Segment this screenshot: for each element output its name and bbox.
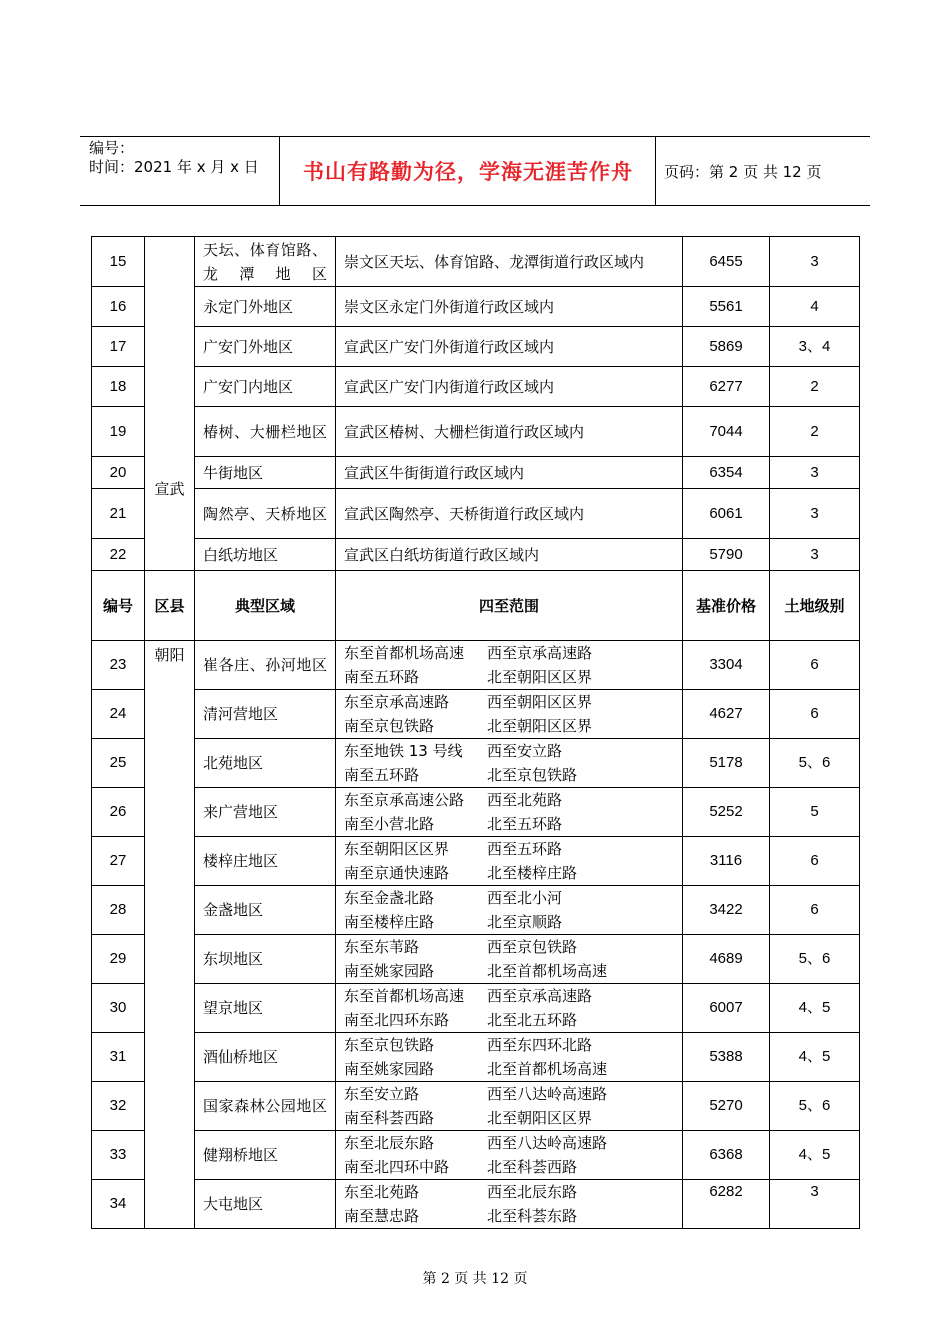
scope-cell: 崇文区天坛、体育馆路、龙潭街道行政区域内 — [336, 237, 683, 287]
bound-n: 北至首都机场高速 — [487, 962, 608, 980]
table-row — [92, 237, 860, 287]
level-cell: 4 — [770, 287, 860, 327]
level-cell: 3、4 — [770, 327, 860, 367]
bound-w: 西至朝阳区区界 — [487, 693, 593, 711]
level-cell: 3 — [770, 489, 860, 539]
scope-cell: 宣武区广安门内街道行政区域内 — [336, 367, 683, 407]
time-label: 时间：2021 年 x 月 x 日 — [89, 158, 259, 176]
bound-w: 西至北苑路 — [487, 791, 563, 809]
area-cell: 北苑地区 — [195, 739, 336, 788]
bound-n: 北至楼梓庄路 — [487, 864, 578, 882]
table-row — [92, 367, 860, 407]
scope-cell — [336, 886, 683, 935]
area-cell: 东坝地区 — [195, 935, 336, 984]
row-number: 15 — [92, 237, 145, 287]
level-cell: 6 — [770, 837, 860, 886]
price-cell: 6368 — [683, 1131, 770, 1180]
row-number: 16 — [92, 287, 145, 327]
level-cell: 5、6 — [770, 739, 860, 788]
level-cell: 6 — [770, 690, 860, 739]
bound-e: 东至朝阳区区界 — [344, 840, 450, 858]
scope-cell — [336, 935, 683, 984]
district-cell: 朝阳 — [145, 641, 195, 1229]
scope-cell — [336, 837, 683, 886]
bound-e: 东至金盏北路 — [344, 889, 435, 907]
row-number: 30 — [92, 984, 145, 1033]
area-cell: 椿树、大栅栏地区 — [195, 407, 336, 457]
price-cell: 3116 — [683, 837, 770, 886]
price-cell: 6282 — [683, 1180, 770, 1229]
table-row — [92, 539, 860, 571]
bound-n: 北至京包铁路 — [487, 766, 578, 784]
price-cell: 5869 — [683, 327, 770, 367]
price-cell: 5388 — [683, 1033, 770, 1082]
price-cell: 5178 — [683, 739, 770, 788]
table-row — [92, 1033, 860, 1082]
row-number: 28 — [92, 886, 145, 935]
price-cell: 3422 — [683, 886, 770, 935]
level-cell: 5 — [770, 788, 860, 837]
table-row — [92, 788, 860, 837]
table-row — [92, 1131, 860, 1180]
scope-cell: 宣武区牛街街道行政区域内 — [336, 457, 683, 489]
scope-cell — [336, 1033, 683, 1082]
bound-e: 东至地铁 13 号线 — [344, 742, 463, 760]
area-cell: 天坛、体育馆路、龙潭地区 — [195, 237, 336, 287]
price-cell: 5252 — [683, 788, 770, 837]
scope-cell: 崇文区永定门外街道行政区域内 — [336, 287, 683, 327]
table-row — [92, 1180, 860, 1229]
bound-n: 北至科荟西路 — [487, 1158, 578, 1176]
price-cell: 6061 — [683, 489, 770, 539]
bound-w: 西至京承高速路 — [487, 987, 593, 1005]
level-cell: 5、6 — [770, 1082, 860, 1131]
level-cell: 6 — [770, 886, 860, 935]
bound-s: 南至五环路 — [344, 668, 420, 686]
row-number: 18 — [92, 367, 145, 407]
bound-e: 东至京包铁路 — [344, 1036, 435, 1054]
level-cell: 3 — [770, 1180, 860, 1229]
column-header-level: 土地级别 — [770, 571, 860, 641]
area-cell: 酒仙桥地区 — [195, 1033, 336, 1082]
scope-cell: 宣武区广安门外街道行政区域内 — [336, 327, 683, 367]
column-header-row — [92, 571, 860, 641]
scope-cell — [336, 1180, 683, 1229]
price-cell: 4627 — [683, 690, 770, 739]
level-cell: 6 — [770, 641, 860, 690]
page-footer: 第 2 页 共 12 页 — [422, 1271, 528, 1287]
area-cell: 大屯地区 — [195, 1180, 336, 1229]
area-cell: 清河营地区 — [195, 690, 336, 739]
price-cell: 6455 — [683, 237, 770, 287]
area-cell: 永定门外地区 — [195, 287, 336, 327]
bound-n: 北至首都机场高速 — [487, 1060, 608, 1078]
bound-s: 南至科荟西路 — [344, 1109, 435, 1127]
serial-label: 编号： — [89, 139, 135, 157]
bound-s: 南至京包铁路 — [344, 717, 435, 735]
scope-cell: 宣武区陶然亭、天桥街道行政区域内 — [336, 489, 683, 539]
area-cell: 金盏地区 — [195, 886, 336, 935]
price-cell: 4689 — [683, 935, 770, 984]
scope-cell — [336, 641, 683, 690]
bound-e: 东至安立路 — [344, 1085, 420, 1103]
bound-n: 北至朝阳区区界 — [487, 668, 593, 686]
level-cell: 4、5 — [770, 984, 860, 1033]
area-cell: 国家森林公园地区 — [195, 1082, 336, 1131]
bound-e: 东至京承高速路 — [344, 693, 450, 711]
bound-s: 南至京通快速路 — [344, 864, 450, 882]
price-cell: 6354 — [683, 457, 770, 489]
bound-w: 西至安立路 — [487, 742, 563, 760]
bound-w: 西至京承高速路 — [487, 644, 593, 662]
bound-n: 北至朝阳区区界 — [487, 717, 593, 735]
column-header-price: 基准价格 — [683, 571, 770, 641]
column-header-area: 典型区域 — [195, 571, 336, 641]
table-row — [92, 407, 860, 457]
bound-s: 南至姚家园路 — [344, 1060, 435, 1078]
bound-w: 西至北辰东路 — [487, 1183, 578, 1201]
bound-w: 西至五环路 — [487, 840, 563, 858]
table-row — [92, 837, 860, 886]
table-row — [92, 886, 860, 935]
area-cell: 广安门外地区 — [195, 327, 336, 367]
bound-e: 东至京承高速公路 — [344, 791, 465, 809]
bound-s: 南至楼梓庄路 — [344, 913, 435, 931]
area-cell: 白纸坊地区 — [195, 539, 336, 571]
table-row — [92, 935, 860, 984]
table-row — [92, 1082, 860, 1131]
table-row — [92, 327, 860, 367]
area-cell: 望京地区 — [195, 984, 336, 1033]
scope-cell — [336, 1131, 683, 1180]
price-cell: 5270 — [683, 1082, 770, 1131]
bound-n: 北至京顺路 — [487, 913, 563, 931]
row-number: 31 — [92, 1033, 145, 1082]
table-row — [92, 641, 860, 690]
bound-s: 南至慧忠路 — [344, 1207, 420, 1225]
header-page-info: 页码：第 2 页 共 12 页 — [664, 162, 822, 181]
area-cell: 崔各庄、孙河地区 — [195, 641, 336, 690]
bound-e: 东至首都机场高速 — [344, 644, 465, 662]
table-row — [92, 287, 860, 327]
column-header-district: 区县 — [145, 571, 195, 641]
row-number: 29 — [92, 935, 145, 984]
row-number: 22 — [92, 539, 145, 571]
bound-w: 西至东四环北路 — [487, 1036, 593, 1054]
level-cell: 5、6 — [770, 935, 860, 984]
bound-e: 东至北苑路 — [344, 1183, 420, 1201]
page-header — [80, 136, 870, 206]
header-slogan: 书山有路勤为径，学海无涯苦作舟 — [281, 137, 656, 205]
bound-n: 北至北五环路 — [487, 1011, 578, 1029]
scope-cell: 宣武区椿树、大栅栏街道行政区域内 — [336, 407, 683, 457]
bound-w: 西至八达岭高速路 — [487, 1085, 608, 1103]
table-row — [92, 457, 860, 489]
area-cell: 楼梓庄地区 — [195, 837, 336, 886]
bound-e: 东至首都机场高速 — [344, 987, 465, 1005]
bound-w: 西至八达岭高速路 — [487, 1134, 608, 1152]
bound-n: 北至朝阳区区界 — [487, 1109, 593, 1127]
district-cell: 宣武 — [145, 237, 195, 571]
column-header-scope: 四至范围 — [336, 571, 683, 641]
row-number: 26 — [92, 788, 145, 837]
area-cell: 牛街地区 — [195, 457, 336, 489]
price-cell: 6277 — [683, 367, 770, 407]
bound-s: 南至五环路 — [344, 766, 420, 784]
area-cell: 来广营地区 — [195, 788, 336, 837]
bound-w: 西至京包铁路 — [487, 938, 578, 956]
row-number: 33 — [92, 1131, 145, 1180]
price-cell: 6007 — [683, 984, 770, 1033]
bound-n: 北至科荟东路 — [487, 1207, 578, 1225]
row-number: 32 — [92, 1082, 145, 1131]
row-number: 21 — [92, 489, 145, 539]
area-cell: 健翔桥地区 — [195, 1131, 336, 1180]
area-cell: 广安门内地区 — [195, 367, 336, 407]
level-cell: 4、5 — [770, 1131, 860, 1180]
level-cell: 4、5 — [770, 1033, 860, 1082]
bound-e: 东至北辰东路 — [344, 1134, 435, 1152]
table-row — [92, 489, 860, 539]
column-header-no: 编号 — [92, 571, 145, 641]
level-cell: 2 — [770, 407, 860, 457]
row-number: 25 — [92, 739, 145, 788]
level-cell: 2 — [770, 367, 860, 407]
area-cell: 陶然亭、天桥地区 — [195, 489, 336, 539]
price-cell: 5561 — [683, 287, 770, 327]
row-number: 20 — [92, 457, 145, 489]
bound-w: 西至北小河 — [487, 889, 563, 907]
row-number: 19 — [92, 407, 145, 457]
price-cell: 3304 — [683, 641, 770, 690]
row-number: 17 — [92, 327, 145, 367]
bound-n: 北至五环路 — [487, 815, 563, 833]
scope-cell: 宣武区白纸坊街道行政区域内 — [336, 539, 683, 571]
land-price-table — [91, 236, 860, 1229]
scope-cell — [336, 984, 683, 1033]
bound-s: 南至北四环中路 — [344, 1158, 450, 1176]
table-row — [92, 739, 860, 788]
table-row — [92, 690, 860, 739]
row-number: 27 — [92, 837, 145, 886]
price-cell: 7044 — [683, 407, 770, 457]
level-cell: 3 — [770, 457, 860, 489]
level-cell: 3 — [770, 237, 860, 287]
row-number: 24 — [92, 690, 145, 739]
bound-s: 南至姚家园路 — [344, 962, 435, 980]
bound-s: 南至北四环东路 — [344, 1011, 450, 1029]
row-number: 34 — [92, 1180, 145, 1229]
price-cell: 5790 — [683, 539, 770, 571]
scope-cell — [336, 788, 683, 837]
bound-e: 东至东苇路 — [344, 938, 420, 956]
bound-s: 南至小营北路 — [344, 815, 435, 833]
row-number: 23 — [92, 641, 145, 690]
table-row — [92, 984, 860, 1033]
scope-cell — [336, 739, 683, 788]
header-meta — [80, 137, 280, 205]
scope-cell — [336, 690, 683, 739]
scope-cell — [336, 1082, 683, 1131]
level-cell: 3 — [770, 539, 860, 571]
